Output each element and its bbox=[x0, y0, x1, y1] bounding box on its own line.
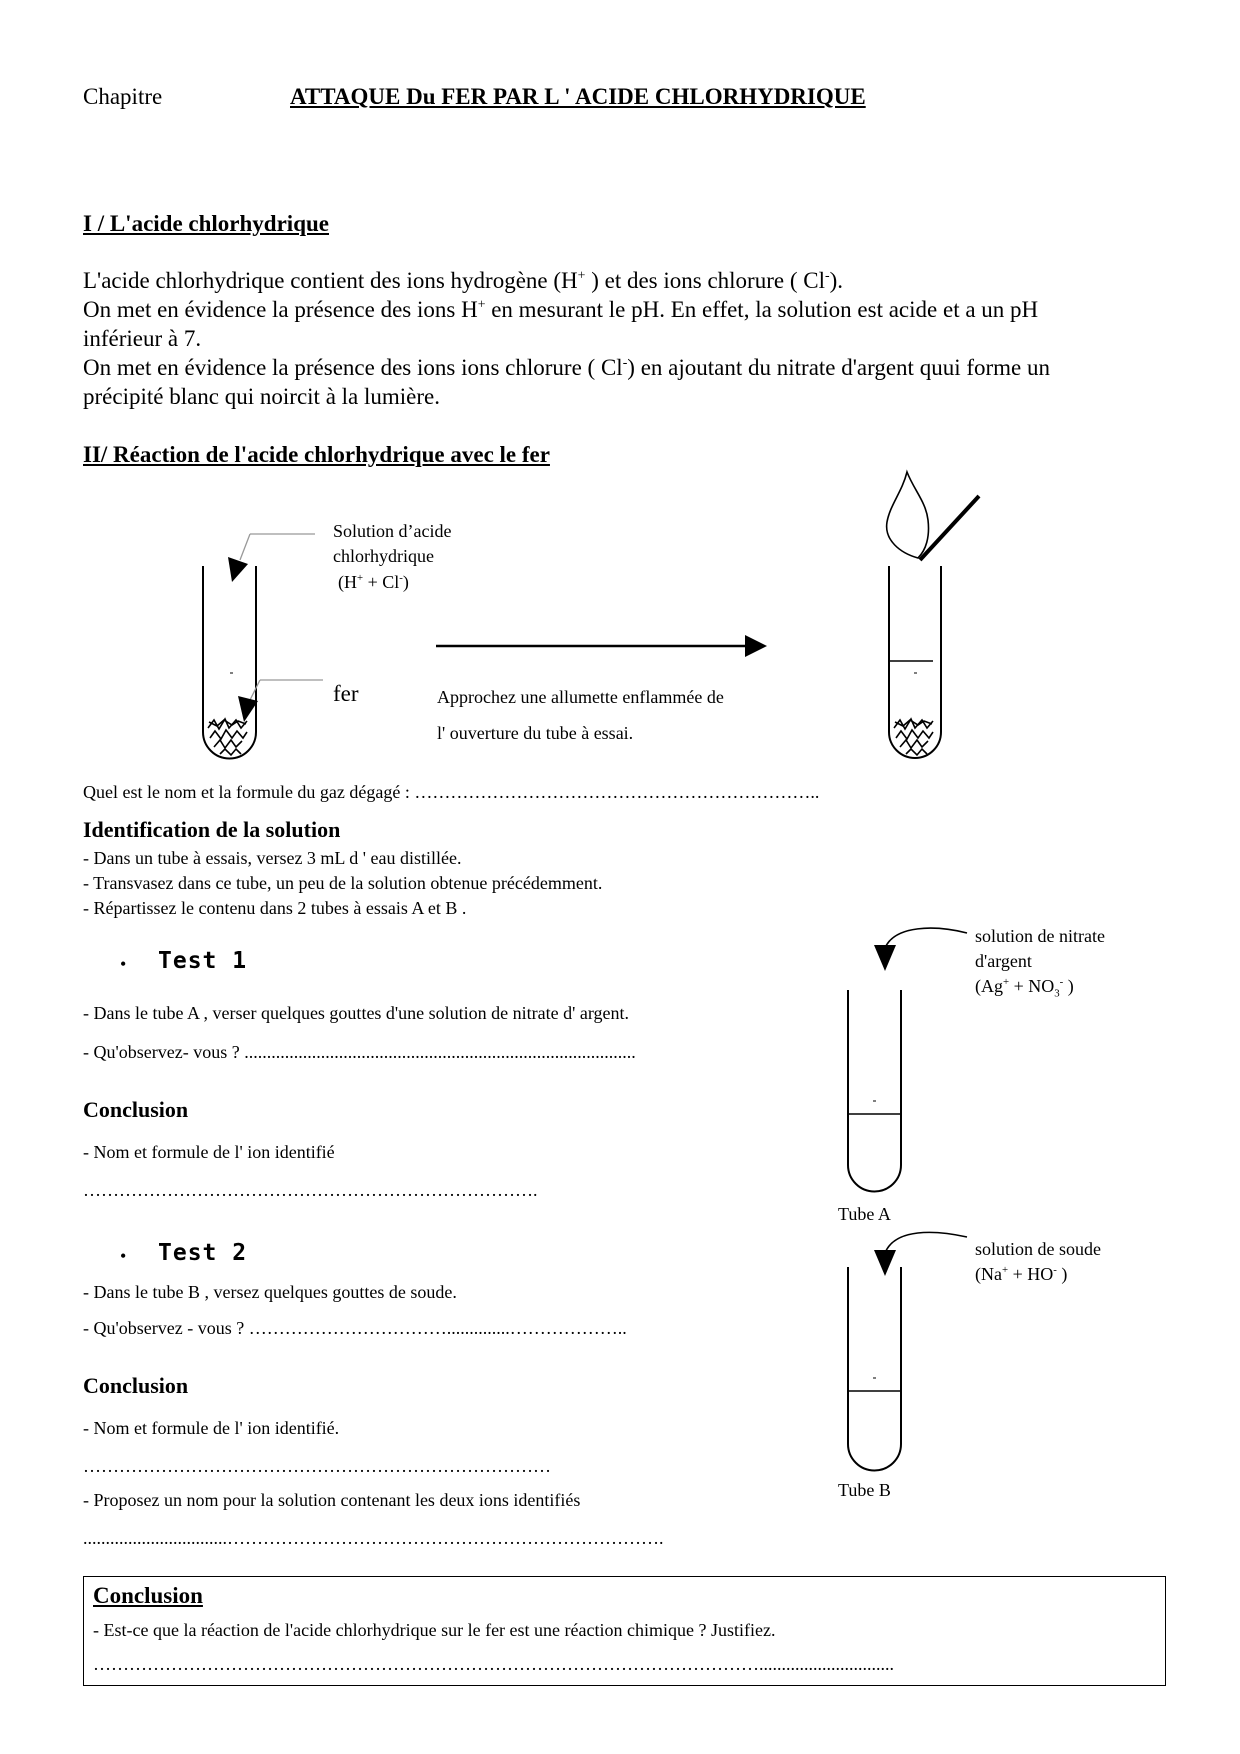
reagent-a-line1: solution de nitrate bbox=[975, 926, 1105, 946]
section1-line5: précipité blanc qui noircit à la lumière. bbox=[83, 384, 440, 409]
test1-bullet: • bbox=[120, 954, 127, 974]
test2-instruction: - Dans le tube B , versez quelques gouttes de soude. bbox=[83, 1282, 457, 1302]
iron-filings-1 bbox=[208, 719, 247, 755]
label-solution-formula: (H+ + Cl-) bbox=[338, 572, 409, 592]
test1-conclusion-prompt: - Nom et formule de l' ion identifié bbox=[83, 1142, 335, 1162]
section1-heading: I / L'acide chlorhydrique bbox=[83, 211, 329, 236]
instruction-line1: Approchez une allumette enflammée de bbox=[437, 687, 724, 707]
section1-line4: On met en évidence la présence des ions ions chlorure ( Cl-) en ajoutant du nitrate d'argent quui forme un bbox=[83, 354, 1051, 380]
final-conclusion-heading: Conclusion bbox=[93, 1583, 203, 1608]
test1-title: Test 1 bbox=[158, 948, 248, 974]
label-solution-line2: chlorhydrique bbox=[333, 546, 434, 566]
step-1: - Dans un tube à essais, versez 3 mL d ' eau distillée. bbox=[83, 848, 462, 868]
test1-question: - Qu'observez- vous ? ....................................................................................... bbox=[83, 1042, 636, 1062]
pointer-fer bbox=[238, 680, 323, 722]
label-fer: fer bbox=[333, 681, 359, 706]
reaction-arrow bbox=[436, 635, 767, 657]
test2-bullet: • bbox=[120, 1246, 127, 1266]
flame-icon bbox=[887, 472, 929, 558]
test2-conclusion-line: …………………………………………………………………… bbox=[83, 1456, 551, 1476]
test1-instruction: - Dans le tube A , verser quelques gouttes d'une solution de nitrate d' argent. bbox=[83, 1003, 630, 1023]
tube-a-label: Tube A bbox=[838, 1204, 891, 1224]
pointer-solution bbox=[228, 534, 315, 582]
test2-question: - Qu'observez - vous ? ……………………………..............……………….. bbox=[83, 1318, 627, 1338]
pointer-reagent-b bbox=[874, 1232, 967, 1276]
final-conclusion-box bbox=[83, 1576, 1166, 1686]
reagent-a-line2: d'argent bbox=[975, 951, 1032, 971]
final-answer-line: ………………………………………………………………………………………………….............................. bbox=[93, 1654, 894, 1674]
tube-a bbox=[848, 990, 901, 1192]
test1-conclusion-line: …………………………………………………………………. bbox=[83, 1180, 538, 1200]
propose-prompt: - Proposez un nom pour la solution contenant les deux ions identifiés bbox=[83, 1490, 581, 1510]
tube-b-label: Tube B bbox=[838, 1480, 891, 1500]
section2-heading: II/ Réaction de l'acide chlorhydrique avec le fer bbox=[83, 442, 550, 467]
step-3: - Répartissez le contenu dans 2 tubes à essais A et B . bbox=[83, 898, 467, 918]
section1-line2: On met en évidence la présence des ions H+ en mesurant le pH. En effet, la solution est acide et a un pH bbox=[83, 296, 1039, 322]
test-tube-1 bbox=[203, 566, 256, 759]
reagent-b-formula: (Na+ + HO- ) bbox=[975, 1264, 1068, 1284]
test2-conclusion-heading: Conclusion bbox=[83, 1373, 189, 1398]
section1-line1: L'acide chlorhydrique contient des ions hydrogène (H+ ) et des ions chlorure ( Cl-). bbox=[83, 267, 844, 293]
reagent-a-formula: ($Ag^+ + NO_3^-$ ) bbox=[975, 976, 1074, 1000]
page-title: ATTAQUE Du FER PAR L ' ACIDE CHLORHYDRIQUE bbox=[290, 84, 866, 109]
label-solution-line1: Solution d’acide bbox=[333, 521, 452, 541]
iron-filings-2 bbox=[894, 719, 933, 755]
reagent-b-line1: solution de soude bbox=[975, 1239, 1101, 1259]
instruction-line2: l' ouverture du tube à essai. bbox=[437, 723, 634, 743]
question-gas: Quel est le nom et la formule du gaz dégagé : ………………………………………………………….. bbox=[83, 782, 820, 802]
section1-line3: inférieur à 7. bbox=[83, 326, 202, 351]
identification-heading: Identification de la solution bbox=[83, 817, 341, 842]
test1-conclusion-heading: Conclusion bbox=[83, 1097, 189, 1122]
test2-conclusion-prompt: - Nom et formule de l' ion identifié. bbox=[83, 1418, 340, 1438]
test2-title: Test 2 bbox=[158, 1240, 248, 1266]
final-question: - Est-ce que la réaction de l'acide chlorhydrique sur le fer est une réaction chimique ? Justifiez. bbox=[93, 1620, 776, 1640]
test-tube-2 bbox=[889, 566, 941, 758]
chapter-label: Chapitre bbox=[83, 84, 163, 109]
step-2: - Transvasez dans ce tube, un peu de la solution obtenue précédemment. bbox=[83, 873, 603, 893]
propose-line: ................................………………………………………………………………. bbox=[83, 1528, 664, 1548]
tube-b bbox=[848, 1267, 901, 1471]
match-stick bbox=[920, 496, 979, 560]
pointer-reagent-a bbox=[874, 928, 967, 971]
